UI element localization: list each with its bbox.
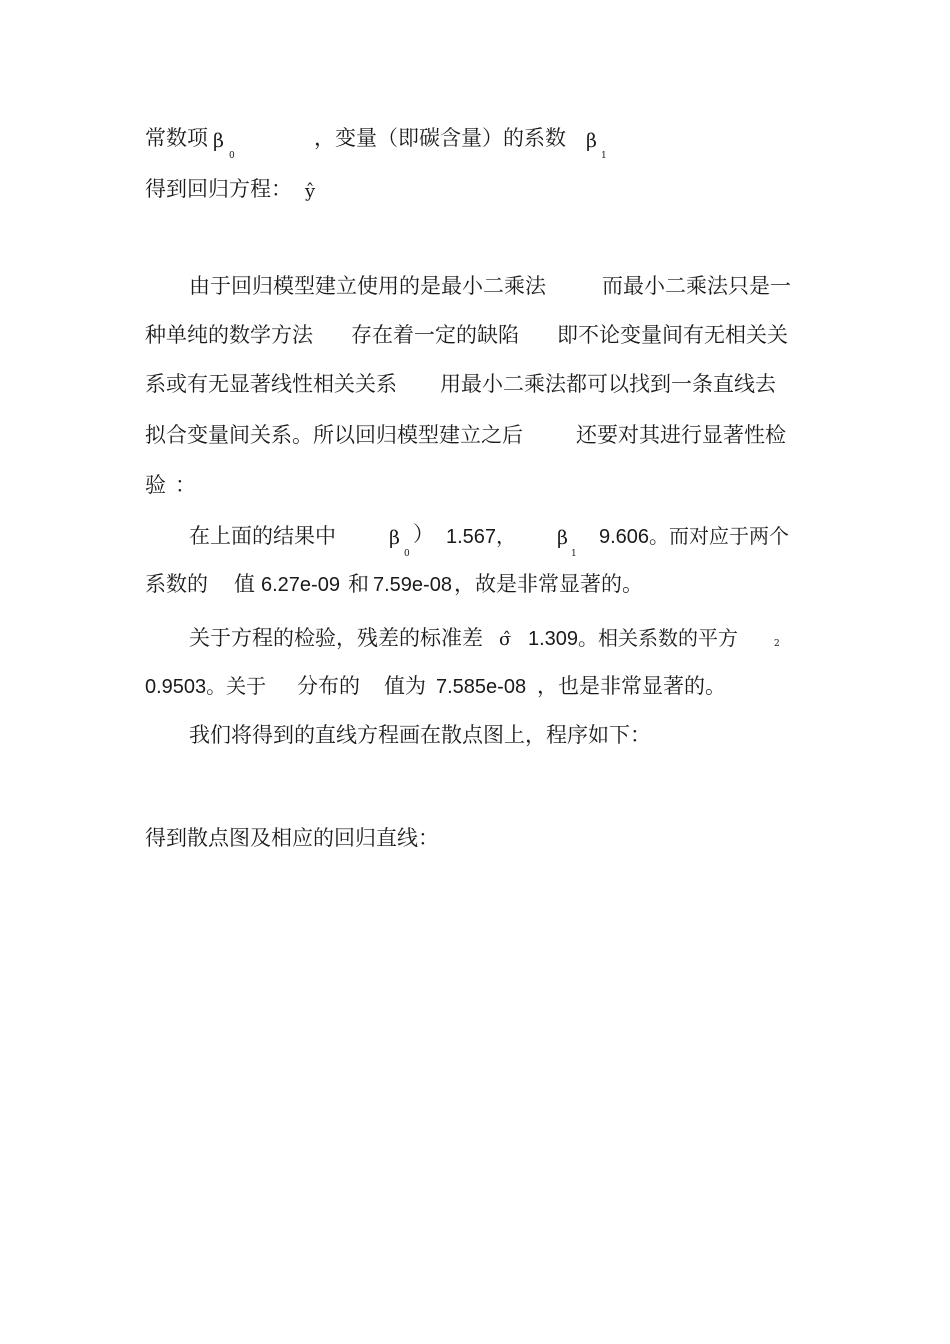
para2-beta0-symbol: β — [389, 527, 400, 549]
para1-line2c: 即不论变量间有无相关关 — [557, 323, 788, 347]
para1-line5a: 验 — [145, 473, 166, 497]
para1-line3a: 系或有无显著线性相关关系 — [145, 372, 397, 396]
beta0-symbol: β — [213, 130, 224, 152]
para2-and: 和 — [348, 572, 369, 596]
para3-superscript: 2 — [774, 639, 780, 649]
para2-line2b: 值 — [234, 572, 255, 596]
beta0-subscript: 0 — [229, 151, 235, 161]
para1-line1a: 由于回归模型建立使用的是最小二乘法 — [189, 274, 546, 298]
para4-text: 我们将得到的直线方程画在散点图上，程序如下： — [189, 723, 651, 747]
para3-intro: 关于方程的检验，残差的标准差 — [189, 626, 483, 650]
para2-intro: 在上面的结果中 — [189, 524, 336, 548]
sigma-hat-symbol: σ̂ — [499, 629, 512, 650]
para2-beta1-symbol: β — [557, 527, 568, 549]
para1-line2a: 种单纯的数学方法 — [145, 323, 313, 347]
para1-line5b: ： — [175, 473, 196, 497]
para2-beta0-value: 1.567， — [446, 526, 517, 548]
para2-tail: ，故是非常显著的。 — [454, 572, 643, 596]
para2-beta0-subscript: 0 — [404, 549, 410, 559]
para2-pvalue1: 7.59e-08 — [373, 574, 452, 596]
text-regression-equation: 得到回归方程： — [145, 177, 292, 201]
beta1-symbol: β — [586, 130, 597, 152]
para3-line2a: 0.9503。关于 — [145, 676, 267, 698]
beta1-subscript: 1 — [601, 151, 607, 161]
para3-line2b: 分布的 — [297, 674, 360, 698]
para3-line2c: 值为 — [384, 674, 426, 698]
para1-line1b: 而最小二乘法只是一 — [602, 274, 791, 298]
y-hat-symbol: ŷ — [305, 181, 316, 202]
para1-line4a: 拟合变量间关系。所以回归模型建立之后 — [145, 423, 523, 447]
para1-line2b: 存在着一定的缺陷 — [351, 323, 519, 347]
para3-sigma-value: 1.309。相关系数的平方 — [528, 628, 739, 650]
para5-text: 得到散点图及相应的回归直线： — [145, 826, 439, 850]
para2-pvalue0: 6.27e-09 — [261, 574, 340, 596]
text-variable-coefficient: ，变量（即碳含量）的系数 — [314, 126, 566, 150]
para2-line2a: 系数的 — [145, 572, 208, 596]
para2-paren: ） — [413, 522, 434, 546]
para1-line4b: 还要对其进行显著性检 — [576, 423, 786, 447]
para3-pvalue: 7.585e-08 — [436, 676, 527, 698]
text-constant-term: 常数项 — [145, 126, 208, 150]
para3-tail: ，也是非常显著的。 — [537, 674, 726, 698]
para1-line3b: 用最小二乘法都可以找到一条直线去 — [440, 372, 776, 396]
para2-beta1-value: 9.606。而对应于两个 — [599, 526, 790, 548]
para2-beta1-subscript: 1 — [571, 549, 577, 559]
